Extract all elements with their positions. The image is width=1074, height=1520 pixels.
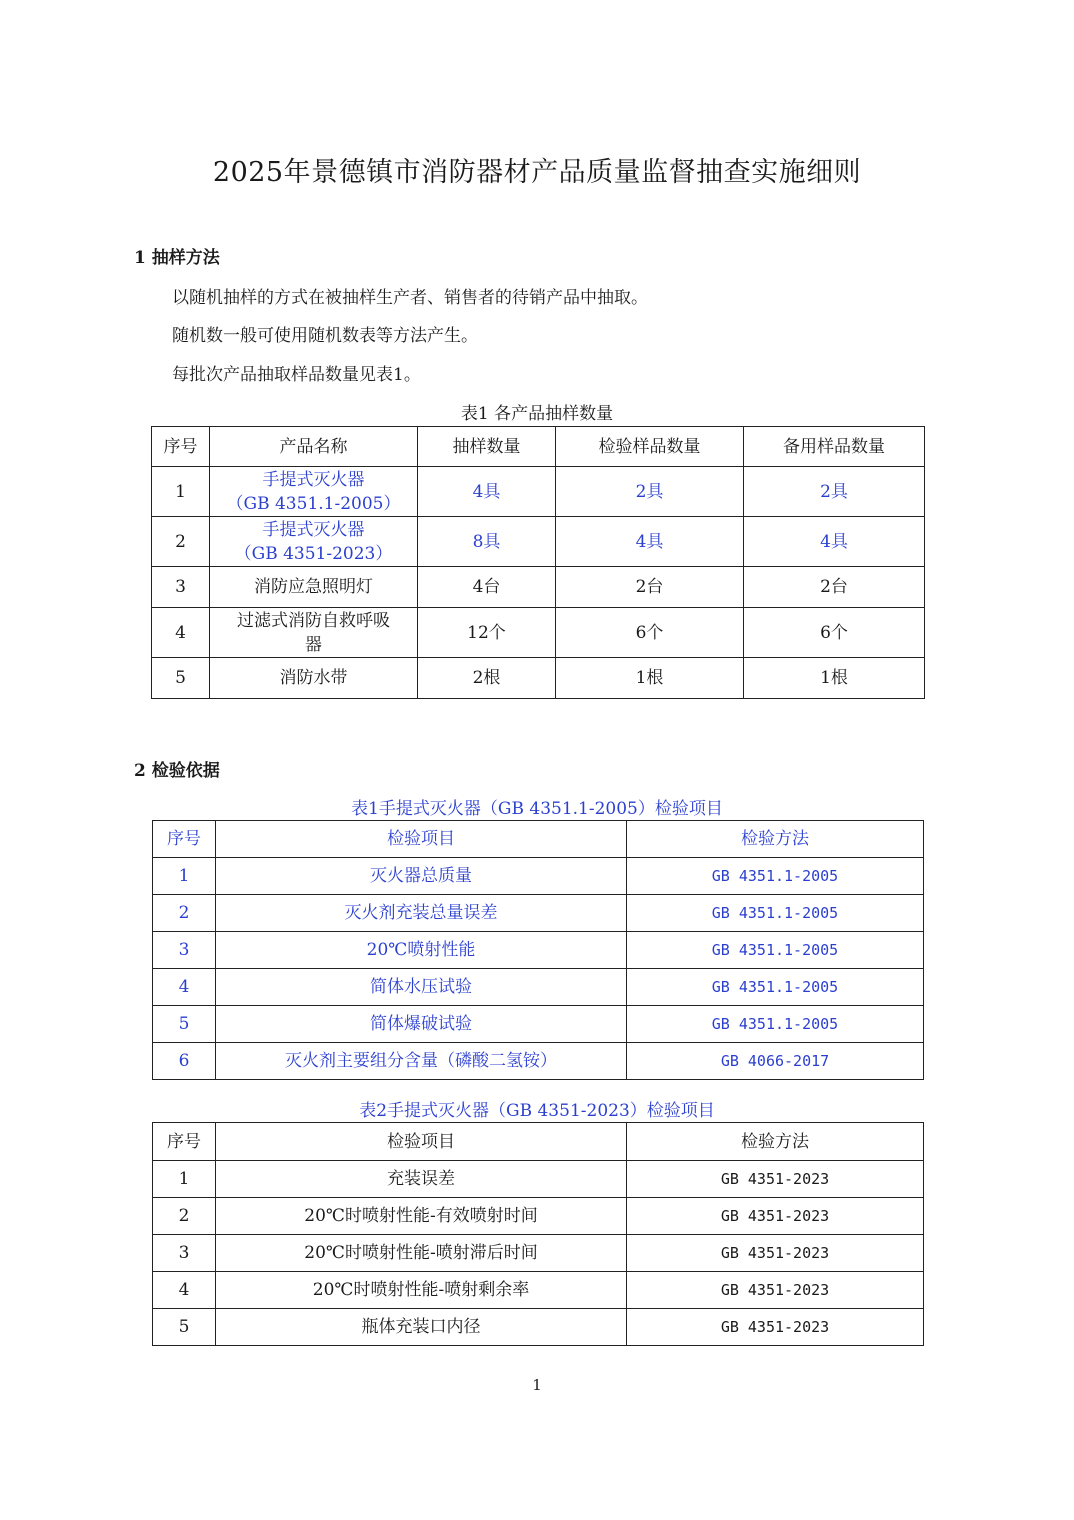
row-number: 5 [153, 1006, 216, 1043]
inspection-item: 20℃时喷射性能-喷射滞后时间 [216, 1235, 627, 1272]
table-row [153, 1198, 924, 1235]
inspection-item: 灭火剂充装总量误差 [216, 895, 627, 932]
table-row [153, 895, 924, 932]
test-quantity: 2台 [556, 567, 744, 608]
row-number: 4 [153, 969, 216, 1006]
inspection-item: 20℃喷射性能 [216, 932, 627, 969]
header-cell: 抽样数量 [418, 427, 556, 467]
header-cell: 检验项目 [216, 821, 627, 858]
sample-quantity: 4具 [418, 467, 556, 517]
product-name [210, 608, 418, 658]
test-quantity: 6个 [556, 608, 744, 658]
table-header-row [152, 427, 925, 467]
row-number: 3 [152, 567, 210, 608]
paragraph-2: 随机数一般可使用随机数表等方法产生。 [172, 326, 478, 346]
row-number: 4 [152, 608, 210, 658]
inspection-item: 20℃时喷射性能-喷射剩余率 [216, 1272, 627, 1309]
product-name [210, 467, 418, 517]
table-row [153, 1235, 924, 1272]
paragraph-1: 以随机抽样的方式在被抽样生产者、销售者的待销产品中抽取。 [172, 288, 648, 308]
row-number: 5 [152, 658, 210, 699]
table-row [152, 608, 925, 658]
spare-quantity: 2具 [744, 467, 925, 517]
inspection-item: 20℃时喷射性能-有效喷射时间 [216, 1198, 627, 1235]
product-name-line: 器 [305, 634, 322, 655]
inspection-method: GB 4351.1-2005 [627, 895, 924, 932]
spare-quantity: 1根 [744, 658, 925, 699]
header-cell: 序号 [153, 821, 216, 858]
inspection-items-table-2023 [152, 1122, 924, 1346]
row-number: 3 [153, 932, 216, 969]
sample-quantity: 8具 [418, 517, 556, 567]
paragraph-3: 每批次产品抽取样品数量见表1。 [172, 365, 421, 385]
row-number: 1 [152, 467, 210, 517]
row-number: 2 [152, 517, 210, 567]
sample-quantity: 2根 [418, 658, 556, 699]
product-name: 消防水带 [210, 658, 418, 699]
product-name: 消防应急照明灯 [210, 567, 418, 608]
test-quantity: 2具 [556, 467, 744, 517]
header-cell: 产品名称 [210, 427, 418, 467]
inspection-item: 灭火器总质量 [216, 858, 627, 895]
table-row [153, 1043, 924, 1080]
table-header-row [153, 1123, 924, 1161]
sampling-quantity-table [151, 426, 925, 699]
product-name-line: （GB 4351-2023） [234, 543, 393, 564]
row-number: 2 [153, 1198, 216, 1235]
product-name-line: （GB 4351.1-2005） [226, 493, 401, 514]
table-row [152, 517, 925, 567]
inspection-method: GB 4351-2023 [627, 1235, 924, 1272]
table-row [153, 858, 924, 895]
row-number: 1 [153, 858, 216, 895]
inspection-item: 简体水压试验 [216, 969, 627, 1006]
header-cell: 序号 [153, 1123, 216, 1161]
table-2-caption: 表1手提式灭火器（GB 4351.1-2005）检验项目 [351, 799, 723, 819]
spare-quantity: 2台 [744, 567, 925, 608]
row-number: 5 [153, 1309, 216, 1346]
spare-quantity: 4具 [744, 517, 925, 567]
product-name-line: 手提式灭火器 [262, 519, 365, 540]
inspection-method: GB 4351-2023 [627, 1198, 924, 1235]
inspection-method: GB 4351-2023 [627, 1272, 924, 1309]
product-name [210, 517, 418, 567]
table-row [153, 1161, 924, 1198]
table-row [153, 932, 924, 969]
product-name-line: 过滤式消防自救呼吸 [237, 610, 390, 631]
spare-quantity: 6个 [744, 608, 925, 658]
header-cell: 备用样品数量 [744, 427, 925, 467]
section-2-heading: 2 检验依据 [134, 761, 220, 781]
table-row [152, 658, 925, 699]
table-row [152, 467, 925, 517]
table-3-caption: 表2手提式灭火器（GB 4351-2023）检验项目 [359, 1101, 715, 1121]
inspection-method: GB 4351.1-2005 [627, 932, 924, 969]
inspection-item: 充装误差 [216, 1161, 627, 1198]
row-number: 1 [153, 1161, 216, 1198]
section-1-heading: 1 抽样方法 [134, 248, 220, 268]
inspection-item: 简体爆破试验 [216, 1006, 627, 1043]
sample-quantity: 4台 [418, 567, 556, 608]
table-row [152, 567, 925, 608]
table-1-caption: 表1 各产品抽样数量 [460, 404, 614, 424]
header-cell: 检验方法 [627, 821, 924, 858]
inspection-method: GB 4351.1-2005 [627, 969, 924, 1006]
inspection-method: GB 4351-2023 [627, 1161, 924, 1198]
inspection-item: 灭火剂主要组分含量（磷酸二氢铵） [216, 1043, 627, 1080]
table-row [153, 1309, 924, 1346]
test-quantity: 4具 [556, 517, 744, 567]
inspection-method: GB 4066-2017 [627, 1043, 924, 1080]
product-name-line: 手提式灭火器 [262, 469, 365, 490]
inspection-method: GB 4351.1-2005 [627, 858, 924, 895]
header-cell: 检验项目 [216, 1123, 627, 1161]
page-number: 1 [532, 1376, 542, 1394]
header-cell: 序号 [152, 427, 210, 467]
row-number: 6 [153, 1043, 216, 1080]
table-row [153, 1272, 924, 1309]
sample-quantity: 12个 [418, 608, 556, 658]
inspection-method: GB 4351.1-2005 [627, 1006, 924, 1043]
table-header-row [153, 821, 924, 858]
inspection-items-table-2005 [152, 820, 924, 1080]
inspection-method: GB 4351-2023 [627, 1309, 924, 1346]
inspection-item: 瓶体充装口内径 [216, 1309, 627, 1346]
row-number: 3 [153, 1235, 216, 1272]
table-row [153, 1006, 924, 1043]
header-cell: 检验样品数量 [556, 427, 744, 467]
header-cell: 检验方法 [627, 1123, 924, 1161]
table-row [153, 969, 924, 1006]
test-quantity: 1根 [556, 658, 744, 699]
document-title: 2025年景德镇市消防器材产品质量监督抽查实施细则 [212, 157, 862, 188]
row-number: 2 [153, 895, 216, 932]
row-number: 4 [153, 1272, 216, 1309]
